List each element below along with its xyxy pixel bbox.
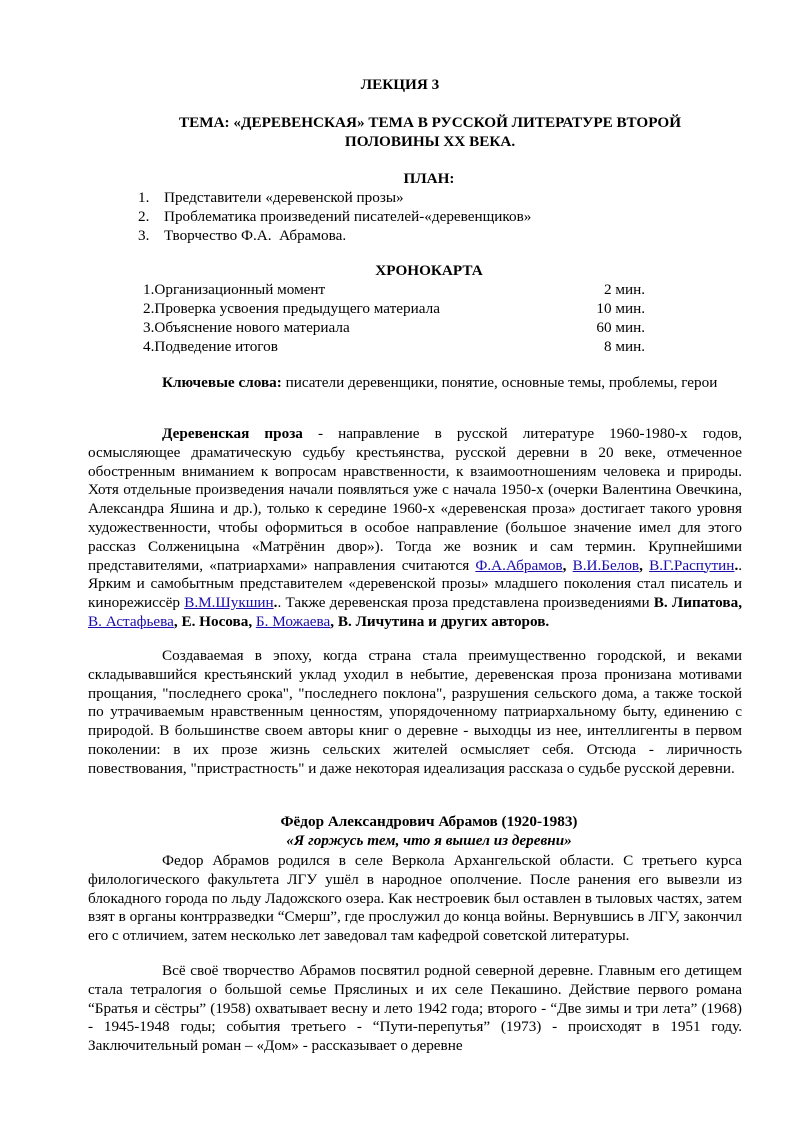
plan-heading: ПЛАН:	[403, 170, 455, 187]
author-lichutin: , В. Личутина и других авторов.	[330, 612, 550, 630]
abramov-work-paragraph: Всё своё творчество Абрамов посвятил родной северной деревне. Главным его детищем стала тетралогия о большой семье Пряслиных и их селе Пекашино. Действие первого романа “Братья и сёстры” (1958) охватывает весну и лето 1942 года; второго - “Две зимы и три лета” (1968) - 1945-1948 годы; события третьего - “Пути-перепутья” (1973) - происходят в 1951 году. Заключительный роман – «Дом» - рассказывает о деревне	[88, 962, 742, 1055]
abramov-quote: «Я горжусь тем, что я вышел из деревни»	[286, 832, 572, 849]
author-nosov: , Е. Носова,	[173, 612, 256, 630]
chronocard-row	[143, 319, 645, 338]
chronocard-row	[143, 338, 645, 357]
chronocard-table	[143, 281, 645, 357]
topic-line-1: ТЕМА: «ДЕРЕВЕНСКАЯ» ТЕМА В РУССКОЙ ЛИТЕРАТУРЕ ВТОРОЙ	[178, 114, 682, 131]
plan-item	[138, 208, 531, 227]
chronocard-row	[143, 281, 645, 300]
sentence-end: .	[734, 556, 739, 574]
chronocard-stage: 4.Подведение итогов	[143, 338, 278, 355]
plan-item-number: 2.	[138, 208, 150, 225]
link-shukshin[interactable]: В.М.Шукшин	[184, 594, 274, 612]
chronocard-stage: 2.Проверка усвоения предыдущего материала	[143, 300, 440, 317]
definition-text: - направление в русской литературе 1960-1980-х годов, осмысляющее драматическую судьбу крестьянства, русской деревни в 20 веке, отмеченное обостренным вниманием к вопросам нравственности, к взаимоотношениям человека и природы. Хотя отдельные произведения начали появляться уже с начала 1950-х (очерки Валентина Овечкина, Александра Яшина и др.), только к середине 1960-х «деревенская проза» достигает такого уровня художественности, чтобы оформиться в особое направление (большое значение имел для этого рассказ Солженицына «Матрёнин двор»). Тогда же возник и сам термин. Крупнейшими представителями, «патриархами» направления считаются	[88, 425, 742, 574]
topic-line-2: ПОЛОВИНЫ XX ВЕКА.	[344, 132, 516, 150]
plan-list	[138, 189, 531, 246]
definition-paragraph	[88, 425, 742, 632]
separator: ,	[562, 556, 573, 574]
chronocard-row	[143, 300, 645, 319]
definition-term: Деревенская проза	[162, 425, 303, 442]
definition-text-3: . Также деревенская проза представлена произведениями	[277, 594, 654, 612]
plan-item	[138, 189, 531, 208]
link-mozhaev[interactable]: Б. Можаева	[255, 612, 331, 630]
chronocard-heading: ХРОНОКАРТА	[375, 262, 483, 279]
lecture-title: ЛЕКЦИЯ 3	[360, 76, 440, 93]
village-prose-paragraph: Создаваемая в эпоху, когда страна стала преимущественно городской, и веками складывавшийся крестьянский уклад уходил в небытие, деревенская проза пронизана мотивами прощания, "последнего срока", "последнего поклона", разрушения сельского дома, а также тоской по утрачиваемым нравственным ценностям, упорядоченному патриархальному быту, единению с природой. В большинстве своем авторы книг о деревне - выходцы из нее, интеллигенты в первом поколении: в их прозе жизнь сельских жителей осмысляет себя. Отсюда - лиричность повествования, "пристрастность" и даже некоторая идеализация рассказа о судьбе русской деревни.	[88, 647, 742, 777]
plan-item-text: Творчество Ф.А. Абрамова.	[164, 227, 347, 244]
link-rasputin[interactable]: В.Г.Распутин	[649, 556, 735, 574]
plan-item	[138, 227, 531, 246]
plan-item-text: Проблематика произведений писателей-«деревенщиков»	[164, 208, 532, 225]
keywords-label: Ключевые слова:	[162, 374, 282, 391]
topic-heading	[130, 114, 730, 152]
plan-item-number: 1.	[138, 189, 150, 206]
chronocard-time: 60 мин.	[596, 319, 645, 336]
chronocard-stage: 1.Организационный момент	[143, 281, 326, 298]
chronocard-time: 8 мин.	[600, 338, 645, 355]
separator: ,	[639, 556, 650, 574]
definition-text-2: . Ярким и самобытным представителем «деревенской прозы» младшего поколения стал писатель и кинорежиссёр	[88, 556, 743, 612]
chronocard-time: 10 мин.	[596, 300, 645, 317]
chronocard-time: 2 мин.	[603, 281, 645, 298]
keywords-paragraph	[88, 374, 742, 393]
chronocard-stage: 3.Объяснение нового материала	[143, 319, 350, 336]
link-abramov[interactable]: Ф.А.Абрамов	[475, 556, 563, 574]
abramov-heading: Фёдор Александрович Абрамов (1920-1983)	[280, 813, 578, 830]
abramov-bio-paragraph: Федор Абрамов родился в селе Веркола Архангельской области. С третьего курса филологического факультета ЛГУ ушёл в народное ополчение. После ранения его вывезли из блокадного города по льду Ладожского озера. Как нестроевик был оставлен в тыловых частях, затем взят в органы контрразведки “Смерш”, где прослужил до конца войны. Вернувшись в ЛГУ, закончил его с отличием, затем несколько лет заведовал там кафедрой советской литературы.	[88, 852, 742, 945]
link-astafiev[interactable]: В. Астафьева	[88, 612, 174, 630]
author-lipatov: В. Липатова,	[653, 594, 742, 612]
link-belov[interactable]: В.И.Белов	[572, 556, 640, 574]
plan-item-text: Представители «деревенской прозы»	[164, 189, 404, 206]
plan-item-number: 3.	[138, 227, 150, 244]
keywords-text: писатели деревенщики, понятие, основные темы, проблемы, герои	[281, 374, 718, 391]
sentence-end: .	[273, 594, 278, 612]
